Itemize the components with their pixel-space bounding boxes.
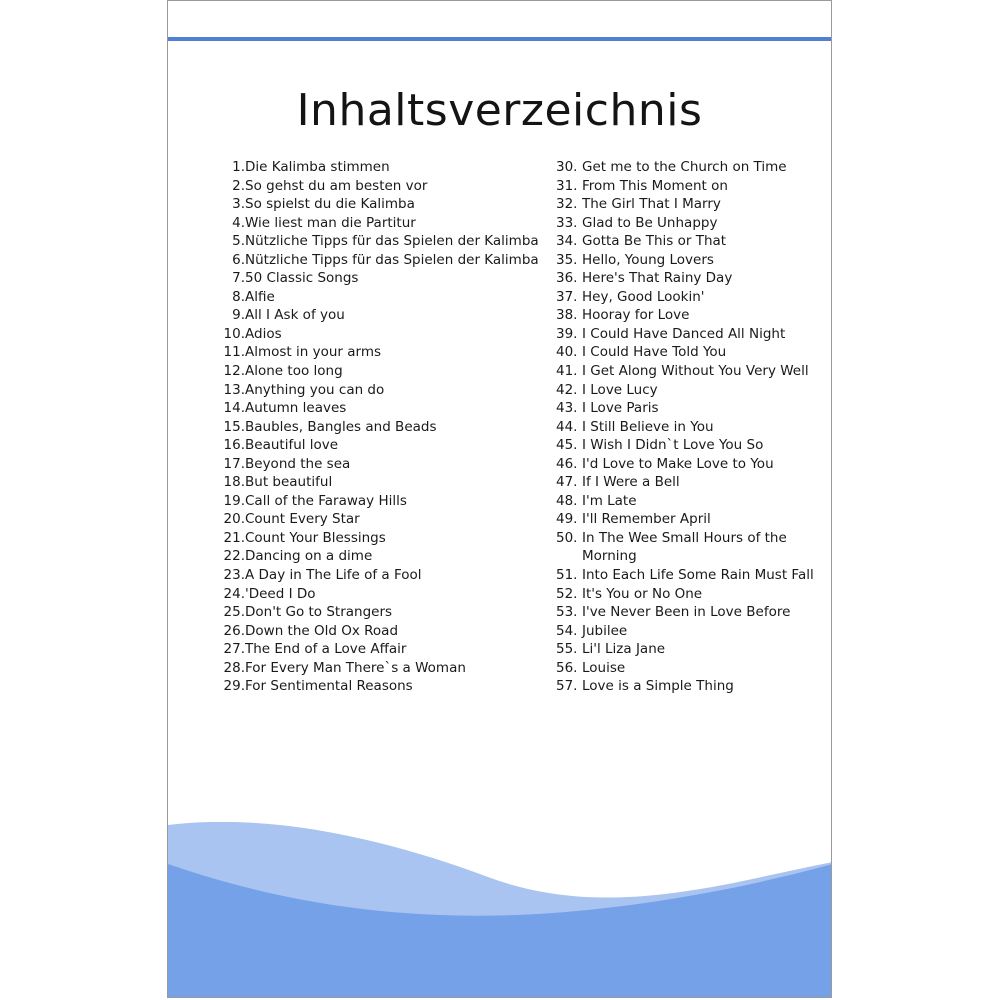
toc-entry	[556, 214, 832, 233]
toc-entry-number: 46.	[556, 455, 578, 472]
toc-entry	[556, 362, 832, 381]
toc-entry-number: 27.	[223, 641, 245, 658]
toc-entry	[214, 288, 554, 307]
toc-entry-number: 21.	[223, 529, 245, 546]
toc-entry	[214, 269, 554, 288]
toc-entry	[556, 306, 832, 325]
toc-entry-title: 50 Classic Songs	[245, 270, 359, 287]
toc-entry-title: Li'l Liza Jane	[582, 641, 666, 658]
toc-entry-number: 15.	[223, 418, 245, 435]
toc-entry	[214, 362, 554, 381]
toc-entry-title: Hooray for Love	[582, 307, 690, 324]
toc-entry-title: I Wish I Didn`t Love You So	[582, 437, 764, 454]
toc-entry-number: 22.	[223, 548, 245, 565]
toc-entry-number: 32.	[556, 196, 578, 213]
toc-entry-title: Into Each Life Some Rain Must Fall	[582, 567, 814, 584]
toc-entry	[556, 325, 832, 344]
toc-entry-title: Alone too long	[245, 363, 343, 380]
toc-entry-title: Baubles, Bangles and Beads	[245, 418, 437, 435]
toc-entry-title: I Love Paris	[582, 400, 659, 417]
toc-entry-number: 1.	[232, 159, 245, 175]
toc-entry-number: 48.	[556, 492, 578, 509]
toc-entry-title: Get me to the Church on Time	[582, 159, 787, 175]
toc-entry-title: So gehst du am besten vor	[245, 177, 428, 194]
toc-entry-number: 53.	[556, 604, 578, 621]
toc-entry-title: I Could Have Told You	[582, 344, 727, 361]
toc-entry-title: All I Ask of you	[245, 307, 345, 324]
toc-entry	[214, 529, 554, 548]
toc-entry	[556, 622, 832, 641]
toc-entry-number: 52.	[556, 585, 578, 602]
toc-entry-title: I'd Love to Make Love to You	[582, 455, 774, 472]
toc-entry-number: 17.	[223, 455, 245, 472]
toc-entry-number: 28.	[223, 659, 245, 676]
top-accent-rule	[168, 37, 831, 41]
toc-entry-number: 35.	[556, 251, 578, 268]
toc-entry-number: 56.	[556, 659, 578, 676]
toc-entry	[556, 492, 832, 511]
toc-entry-number: 19.	[223, 492, 245, 509]
toc-entry	[214, 436, 554, 455]
toc-entry	[556, 195, 832, 214]
toc-entry-number: 33.	[556, 214, 578, 231]
toc-entry-title: Beyond the sea	[245, 455, 351, 472]
document-page	[167, 0, 832, 998]
toc-entry-title: I Still Believe in You	[582, 418, 714, 435]
toc-entry-title: Hello, Young Lovers	[582, 251, 714, 268]
toc-entry-number: 41.	[556, 363, 578, 380]
toc-entry-title: So spielst du die Kalimba	[245, 196, 415, 213]
toc-entry	[214, 677, 554, 696]
toc-entry-title: Nützliche Tipps für das Spielen der Kalimba	[245, 251, 539, 268]
toc-entry	[214, 547, 554, 566]
toc-entry-number: 16.	[223, 437, 245, 454]
toc-entry	[214, 325, 554, 344]
toc-entry-title: The Girl That I Marry	[582, 196, 721, 213]
toc-entry-title: I'll Remember April	[582, 511, 711, 528]
toc-entry-title: Don't Go to Strangers	[245, 604, 393, 621]
toc-entry-title: Love is a Simple Thing	[582, 678, 734, 695]
toc-entry-number: 34.	[556, 233, 578, 250]
toc-entry-title: 'Deed I Do	[245, 585, 316, 602]
toc-entry-number: 11.	[223, 344, 245, 361]
toc-entry-number: 6.	[232, 251, 245, 268]
toc-entry-number: 43.	[556, 400, 578, 417]
toc-entry-number: 26.	[223, 622, 245, 639]
toc-entry-number: 45.	[556, 437, 578, 454]
toc-entry	[214, 418, 554, 437]
toc-entry-title: Louise	[582, 659, 626, 676]
toc-entry-number: 18.	[223, 474, 245, 491]
toc-entry-number: 38.	[556, 307, 578, 324]
toc-entry-number: 57.	[556, 678, 578, 695]
toc-entry-number: 8.	[232, 288, 245, 305]
toc-entry	[214, 232, 554, 251]
toc-entry-number: 25.	[223, 604, 245, 621]
toc-entry-title: Wie liest man die Partitur	[245, 214, 416, 231]
toc-entry	[214, 473, 554, 492]
toc-entry	[556, 566, 832, 585]
toc-entry	[214, 510, 554, 529]
toc-entry-title: Count Your Blessings	[245, 529, 386, 546]
toc-entry	[556, 288, 832, 307]
toc-entry-title: Call of the Faraway Hills	[245, 492, 407, 509]
toc-entry-title: Hey, Good Lookin'	[582, 288, 705, 305]
toc-entry-number: 2.	[232, 177, 245, 194]
toc-entry	[556, 418, 832, 437]
toc-entry	[556, 251, 832, 270]
toc-entry-number: 31.	[556, 177, 578, 194]
toc-entry	[556, 585, 832, 604]
toc-entry-title: I Love Lucy	[582, 381, 658, 398]
toc-entry-title: For Sentimental Reasons	[245, 678, 413, 695]
toc-entry	[556, 158, 832, 177]
toc-left-column	[214, 158, 554, 696]
toc-entry-title: Here's That Rainy Day	[582, 270, 733, 287]
toc-entry-title: Beautiful love	[245, 437, 339, 454]
toc-entry-title: From This Moment on	[582, 177, 728, 194]
toc-entry-number: 47.	[556, 474, 578, 491]
toc-entry-number: 51.	[556, 567, 578, 584]
toc-entry-title: A Day in The Life of a Fool	[245, 567, 422, 584]
toc-entry	[214, 492, 554, 511]
toc-entry-title: For Every Man There`s a Woman	[245, 659, 466, 676]
toc-entry-title: Die Kalimba stimmen	[245, 159, 390, 175]
toc-entry-title: Anything you can do	[245, 381, 385, 398]
toc-entry	[556, 381, 832, 400]
toc-entry-number: 7.	[232, 270, 245, 287]
toc-entry	[214, 381, 554, 400]
toc-entry-number: 49.	[556, 511, 578, 528]
toc-entry-title: The End of a Love Affair	[245, 641, 407, 658]
toc-entry-number: 3.	[232, 196, 245, 213]
toc-entry-title: Autumn leaves	[245, 400, 347, 417]
toc-entry-number: 13.	[223, 381, 245, 398]
toc-entry-number: 54.	[556, 622, 578, 639]
toc-entry-number: 30.	[556, 159, 578, 175]
toc-entry	[556, 455, 832, 474]
toc-entry	[556, 232, 832, 251]
toc-entry	[556, 473, 832, 492]
toc-entry-title: Dancing on a dime	[245, 548, 373, 565]
toc-entry-title: Down the Old Ox Road	[245, 622, 399, 639]
toc-entry-title: Glad to Be Unhappy	[582, 214, 718, 231]
toc-entry	[556, 343, 832, 362]
toc-entry-number: 14.	[223, 400, 245, 417]
toc-entry	[556, 510, 832, 529]
toc-entry	[214, 399, 554, 418]
toc-entry-number: 24.	[223, 585, 245, 602]
toc-entry-title: I'm Late	[582, 492, 637, 509]
toc-entry	[214, 640, 554, 659]
toc-entry	[214, 177, 554, 196]
toc-entry-number: 42.	[556, 381, 578, 398]
toc-entry-number: 37.	[556, 288, 578, 305]
toc-entry-number: 23.	[223, 567, 245, 584]
toc-right-column	[556, 158, 832, 696]
toc-entry-number: 44.	[556, 418, 578, 435]
toc-entry-title: I Could Have Danced All Night	[582, 325, 786, 342]
toc-entry	[214, 214, 554, 233]
toc-entry-title: Count Every Star	[245, 511, 360, 528]
wave-decoration	[168, 822, 832, 997]
toc-entry-number: 5.	[232, 233, 245, 250]
toc-entry	[214, 566, 554, 585]
toc-entry-title: Jubilee	[582, 622, 628, 639]
toc-entry-title: Adios	[245, 325, 282, 342]
toc-entry-number: 4.	[232, 214, 245, 231]
toc-entry	[214, 455, 554, 474]
toc-entry	[214, 158, 554, 177]
toc-entry-number: 55.	[556, 641, 578, 658]
toc-entry	[556, 677, 832, 696]
toc-entry-number: 20.	[223, 511, 245, 528]
toc-entry	[556, 659, 832, 678]
toc-entry-title: I've Never Been in Love Before	[582, 604, 791, 621]
toc-entry-number: 12.	[223, 363, 245, 380]
toc-entry-title: Gotta Be This or That	[582, 233, 727, 250]
toc-entry-title: Alfie	[245, 288, 275, 305]
toc-entry	[214, 622, 554, 641]
toc-entry	[214, 659, 554, 678]
toc-entry	[556, 399, 832, 418]
toc-entry	[556, 269, 832, 288]
toc-entry	[556, 640, 832, 659]
toc-entry-title: Nützliche Tipps für das Spielen der Kalimba	[245, 233, 539, 250]
toc-entry	[214, 251, 554, 270]
toc-entry-number: 36.	[556, 270, 578, 287]
toc-entry	[556, 177, 832, 196]
toc-entry	[214, 343, 554, 362]
toc-entry-title: If I Were a Bell	[582, 474, 680, 491]
toc-entry-number: 40.	[556, 344, 578, 361]
toc-entry-number: 10.	[223, 325, 245, 342]
toc-entry	[556, 603, 832, 622]
toc-entry-title: I Get Along Without You Very Well	[582, 363, 809, 380]
toc-entry-title: But beautiful	[245, 474, 333, 491]
toc-entry-title: In The Wee Small Hours of the Morning	[582, 529, 787, 565]
toc-entry	[214, 306, 554, 325]
toc-entry	[214, 603, 554, 622]
toc-entry	[556, 529, 832, 566]
toc-entry-number: 50.	[556, 529, 578, 546]
toc-entry	[214, 195, 554, 214]
toc-entry	[214, 585, 554, 604]
toc-entry-number: 9.	[232, 307, 245, 324]
toc-entry	[556, 436, 832, 455]
toc-entry-title: It's You or No One	[582, 585, 703, 602]
toc-entry-number: 29.	[223, 678, 245, 695]
toc-entry-number: 39.	[556, 325, 578, 342]
page-title: Inhaltsverzeichnis	[296, 85, 703, 136]
toc-entry-title: Almost in your arms	[245, 344, 382, 361]
